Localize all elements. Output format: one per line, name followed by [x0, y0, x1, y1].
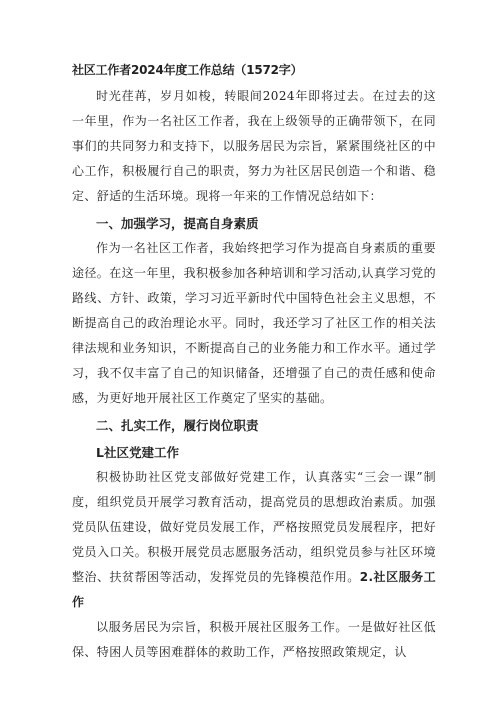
subsection-2-heading: 2.社区服务工作 [72, 570, 436, 609]
section-2-heading: 二、扎实工作，履行岗位职责 [96, 418, 259, 433]
subsection-1-paragraph [72, 465, 436, 615]
intro-paragraph: 时光荏苒，岁月如梭，转眼间2024年即将过去。在过去的这一年里，作为一名社区工作者，我在上级领导的正确带领下，在同事们的共同努力和支持下，以服务居民为宗旨，紧紧围绕社区的中心工作，积极履行自己的职责，努力为社区居民创造一个和谐、稳定、舒适的生活环境。现将一年来的工作情况总结如下： [72, 89, 436, 203]
section-1-paragraph: 作为一名社区工作者，我始终把学习作为提高自身素质的重要途径。在这一年里，我积极参加各种培训和学习活动,认真学习党的路线、方针、政策，学习习近平新时代中国特色社会主义思想，不断提高自己的政治理论水平。同时，我还学习了社区工作的相关法律法规和业务知识，不断提高自己的业务能力和工作水平。通过学习，我不仅丰富了自己的知识储备，还增强了自己的责任感和使命感，为更好地开展社区工作奠定了坚实的基础。 [72, 241, 436, 405]
subsection-2-paragraph: 以服务居民为宗旨，积极开展社区服务工作。一是做好社区低保、特困人员等困难群体的救助工作，严格按照政策规定，认 [72, 620, 436, 659]
document-title: 社区工作者2024年度工作总结（1572字） [72, 63, 303, 77]
subsection-1-text: 积极协助社区党支部做好党建工作，认真落实“三会一课”制度，组织党员开展学习教育活动，提高党员的思想政治素质。加强党员队伍建设，做好党员发展工作，严格按照党员发展程序，把好党员入口关。积极开展党员志愿服务活动，组织党员参与社区环境整治、扶贫帮困等活动，发挥党员的先锋模范作用。 [72, 470, 436, 584]
document-body [72, 60, 436, 665]
subsection-1-heading: L社区党建工作 [96, 445, 179, 460]
section-1-heading: 一、加强学习，提高自身素质 [96, 216, 259, 231]
